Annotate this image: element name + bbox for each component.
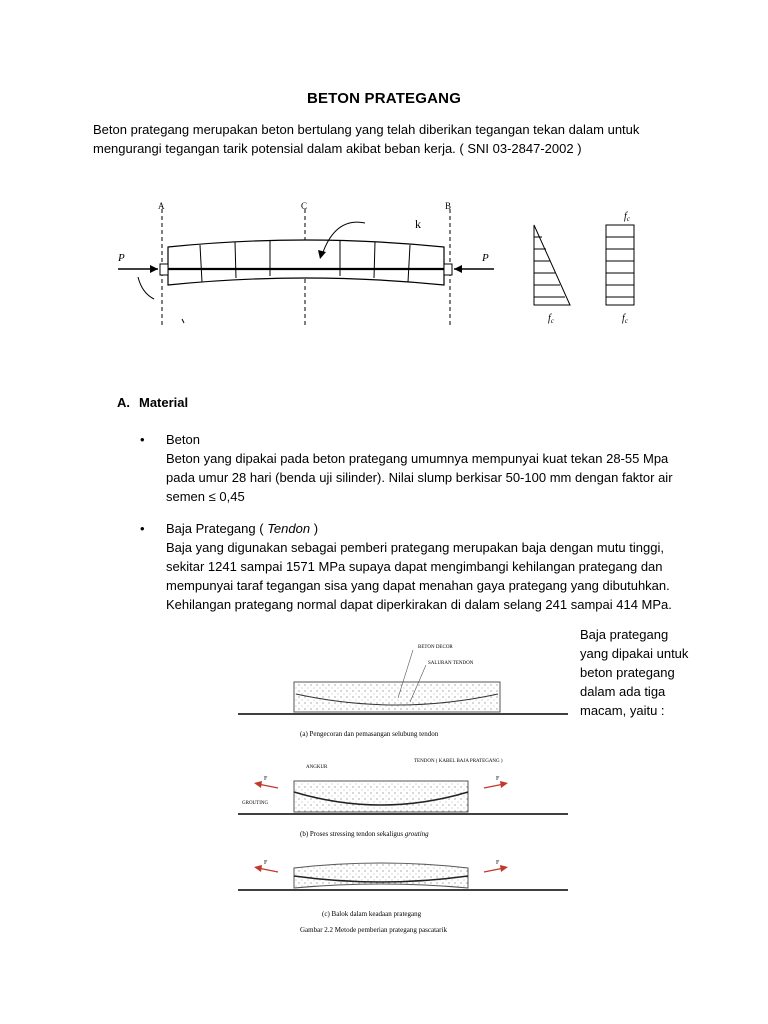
label-beton-decor: BETON DECOR <box>418 645 453 650</box>
post-tensioning-figure <box>238 636 568 938</box>
bullet-text: Baja yang digunakan sebagai pemberi prategang merupakan baja dengan mutu tinggi, sekitar 1241 sampai 1571 MPa supaya dapat mengimbangi kehilangan prategang dan mempunyai taraf tegangan sisa yang dapat menahan gaya prategang yang dibutuhkan. Kehilangan prategang normal dapat diperkirakan di dalam selang 241 sampai 414 MPa. <box>166 540 672 612</box>
label-f-right-c: F <box>496 860 500 866</box>
bullet-title: Beton <box>166 432 200 447</box>
section-label: Material <box>139 395 189 410</box>
side-note: Baja prategang yang dipakai untuk beton prategang dalam ada tiga macam, yaitu : <box>580 627 689 718</box>
prestressed-beam-figure <box>110 195 670 365</box>
label-k: k <box>415 217 421 231</box>
page-title: BETON PRATEGANG <box>306 90 462 107</box>
stress-label-fc-top: $f_c$ <box>624 211 630 223</box>
section-label-a: A <box>158 201 165 211</box>
stress-label-fc-bottom-left: $f_c$ <box>548 313 554 325</box>
caption-a: (a) Pengecoran dan pemasangan selubung tendon <box>300 730 439 738</box>
caption-b: (b) Proses stressing tendon sekaligus grouting <box>300 830 429 838</box>
label-saluran-tendon: SALURAN TENDON <box>428 661 474 666</box>
bullet-icon: • <box>140 521 145 536</box>
section-label-c: C <box>301 201 308 211</box>
load-p-left: P <box>118 252 125 264</box>
section-number: A. <box>117 395 130 410</box>
label-f-left-b: F <box>264 776 268 782</box>
bullet-icon: • <box>140 432 145 447</box>
label-f-right-b: F <box>496 776 500 782</box>
label-f-left-c: F <box>264 860 268 866</box>
ratio-value: ≤ 0,45 <box>208 489 245 504</box>
figure-caption: Gambar 2.2 Metode pemberian prategang pascatarik <box>300 926 447 934</box>
bullet-text: Beton yang dipakai pada beton prategang umumnya mempunyai kuat tekan 28-55 Mpa pada umur 28 hari (benda uji silinder). Nilai slump berkisar 50-100 mm dengan faktor air semen ≤ 0,45 <box>166 451 673 504</box>
section-heading-material <box>117 395 188 410</box>
load-p-right: P <box>482 252 489 264</box>
label-grouting: GROUTING <box>242 801 269 806</box>
label-tendon: TENDON ( KABEL BAJA PRATEGANG ) <box>414 759 503 764</box>
intro-paragraph: Beton prategang merupakan beton bertulang yang telah diberikan tegangan tekan dalam untuk mengurangi tegangan tarik potensial dalam akibat beban kerja. ( SNI 03-2847-2002 ) <box>93 122 640 156</box>
bullet-title: Baja Prategang ( Tendon ) <box>166 521 319 536</box>
caption-c: (c) Balok dalam keadaan prategang <box>322 910 422 918</box>
section-label-b: B <box>445 201 452 211</box>
stress-label-fc-bottom-right: $f_c$ <box>622 313 628 325</box>
label-angkur: ANGKUR <box>306 765 328 770</box>
